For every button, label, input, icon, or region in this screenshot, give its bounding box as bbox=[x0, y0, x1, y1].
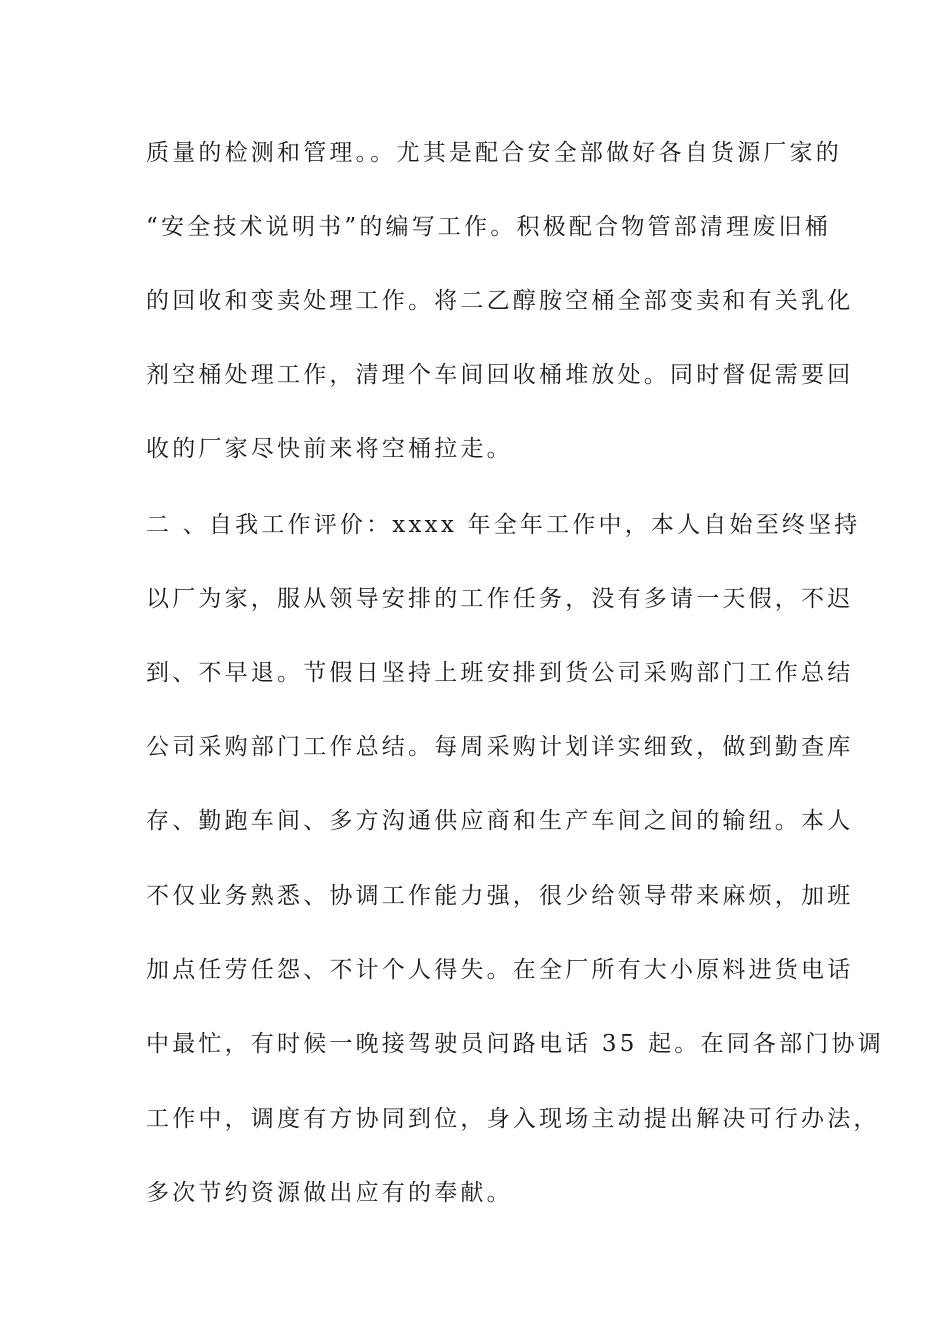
text-line-6: 二 、自我工作评价：xxxx 年全年工作中，本人自始至终坚持 bbox=[146, 512, 861, 538]
text-line-14: 工作中，调度有方协同到位，身入现场主动提出解决可行办法， bbox=[146, 1106, 880, 1132]
text-line-5: 收的厂家尽快前来将空桶拉走。 bbox=[146, 436, 513, 462]
text-line-3: 的回收和变卖处理工作。将二乙醇胺空桶全部变卖和有关乳化 bbox=[146, 288, 854, 314]
text-line-4: 剂空桶处理工作，清理个车间回收桶堆放处。同时督促需要回 bbox=[146, 362, 854, 388]
text-line-2: “安全技术说明书”的编写工作。积极配合物管部清理废旧桶 bbox=[146, 214, 831, 240]
text-line-10: 存、勤跑车间、多方沟通供应商和生产车间之间的输纽。本人 bbox=[146, 808, 854, 834]
text-line-1: 质量的检测和管理。。尤其是配合安全部做好各自货源厂家的 bbox=[146, 140, 842, 166]
text-line-15: 多次节约资源做出应有的奉献。 bbox=[146, 1180, 513, 1206]
text-line-13: 中最忙，有时候一晚接驾驶员问路电话 35 起。在同各部门协调 bbox=[146, 1031, 884, 1057]
text-line-7: 以厂为家，服从领导安排的工作任务，没有多请一天假，不迟 bbox=[146, 586, 854, 612]
text-line-12: 加点任劳任怨、不计个人得失。在全厂所有大小原料进货电话 bbox=[146, 957, 854, 983]
text-line-8: 到、不早退。节假日坚持上班安排到货公司采购部门工作总结 bbox=[146, 660, 854, 686]
text-line-11: 不仅业务熟悉、协调工作能力强，很少给领导带来麻烦，加班 bbox=[146, 883, 854, 909]
text-line-9: 公司采购部门工作总结。每周采购计划详实细致，做到勤查库 bbox=[146, 734, 854, 760]
